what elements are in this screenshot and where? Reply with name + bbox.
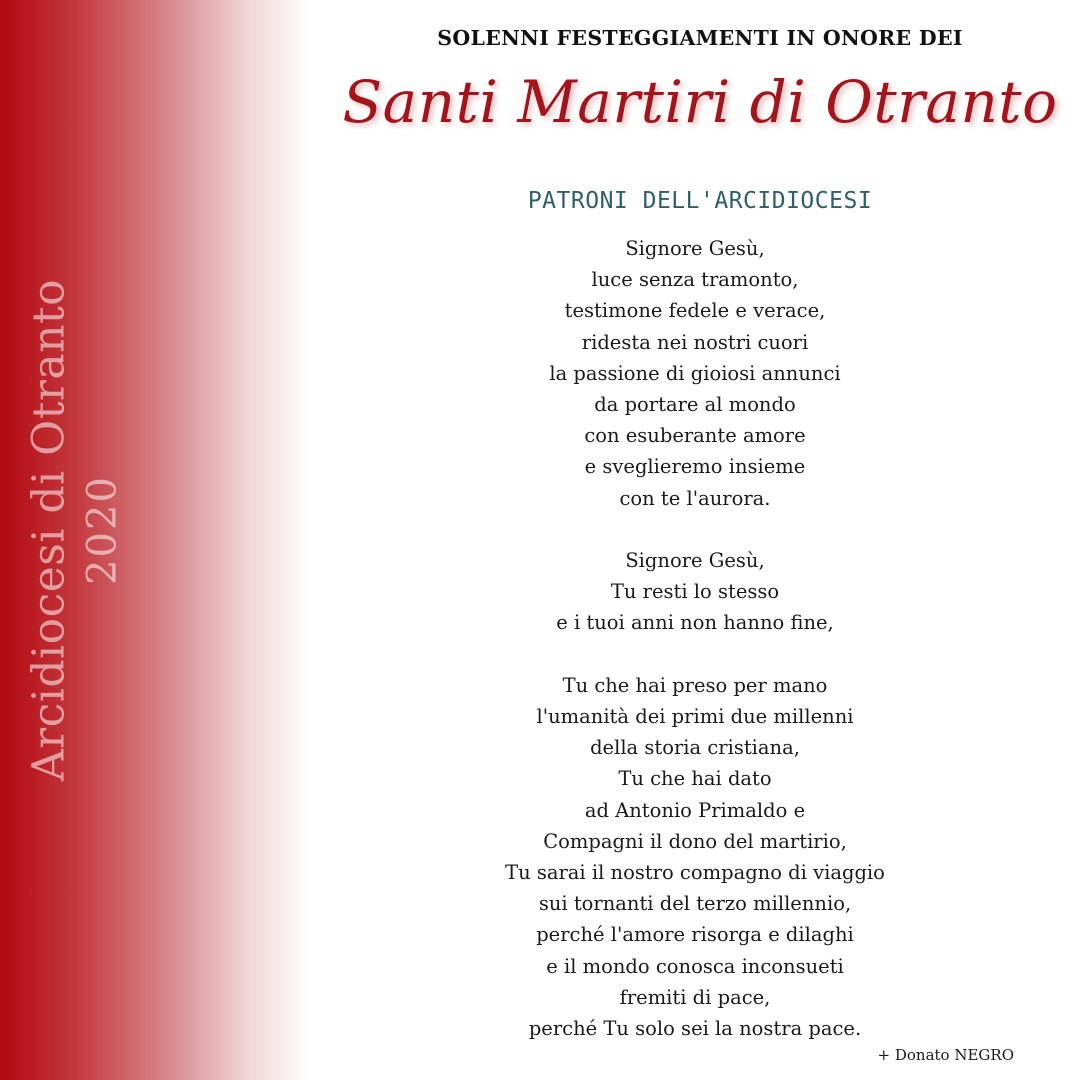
- poem-line: della storia cristiana,: [590, 736, 800, 760]
- poem-line: e i tuoi anni non hanno fine,: [556, 611, 834, 635]
- stanza-1: [395, 233, 995, 514]
- poem-line: Tu resti lo stesso: [610, 580, 780, 604]
- poem-line: l'umanità dei primi due millenni: [536, 705, 854, 729]
- poem-line: Tu sarai il nostro compagno di viaggio: [505, 861, 885, 885]
- stanza-gap: [395, 514, 995, 545]
- poem-line: e sveglieremo insieme: [584, 455, 806, 479]
- stanza-2: [395, 545, 995, 639]
- poem-line: perché l'amore risorga e dilaghi: [536, 923, 854, 947]
- poem-line: Tu che hai preso per mano: [562, 673, 828, 697]
- stanza-3: [395, 670, 995, 1044]
- poem-line: fremiti di pace,: [619, 985, 771, 1009]
- poem-line: Tu che hai dato: [618, 767, 772, 791]
- side-watermark-diocese: Arcidiocesi di Otranto: [23, 278, 75, 782]
- poem-line: con esuberante amore: [584, 424, 806, 448]
- poem-line: e il mondo conosca inconsueti: [546, 954, 844, 978]
- poem-line: Compagni il dono del martirio,: [543, 829, 847, 853]
- prayer-text: [395, 233, 995, 1044]
- side-watermark: [21, 279, 129, 781]
- poem-line: Signore Gesù,: [625, 549, 765, 573]
- side-watermark-area: [0, 0, 170, 1080]
- side-watermark-year: 2020: [79, 475, 126, 585]
- pretitle: SOLENNI FESTEGGIAMENTI IN ONORE DEI: [437, 26, 963, 50]
- poem-line: testimone fedele e verace,: [564, 299, 826, 323]
- poem-line: ad Antonio Primaldo e: [584, 798, 806, 822]
- stanza-gap: [395, 639, 995, 670]
- poem-line: da portare al mondo: [594, 393, 796, 417]
- poem-line: la passione di gioiosi annunci: [549, 361, 841, 385]
- signature: + Donato NEGRO: [877, 1046, 1014, 1064]
- poem-line: luce senza tramonto,: [591, 268, 799, 292]
- poem-line: con te l'aurora.: [619, 486, 771, 510]
- poem-line: ridesta nei nostri cuori: [581, 330, 809, 354]
- subtitle: PATRONI DELL'ARCIDIOCESI: [527, 188, 873, 214]
- poem-line: perché Tu solo sei la nostra pace.: [528, 1017, 862, 1041]
- main-title: Santi Martiri di Otranto: [342, 68, 1058, 136]
- poem-line: Signore Gesù,: [625, 237, 765, 260]
- poem-line: sui tornanti del terzo millennio,: [538, 892, 852, 916]
